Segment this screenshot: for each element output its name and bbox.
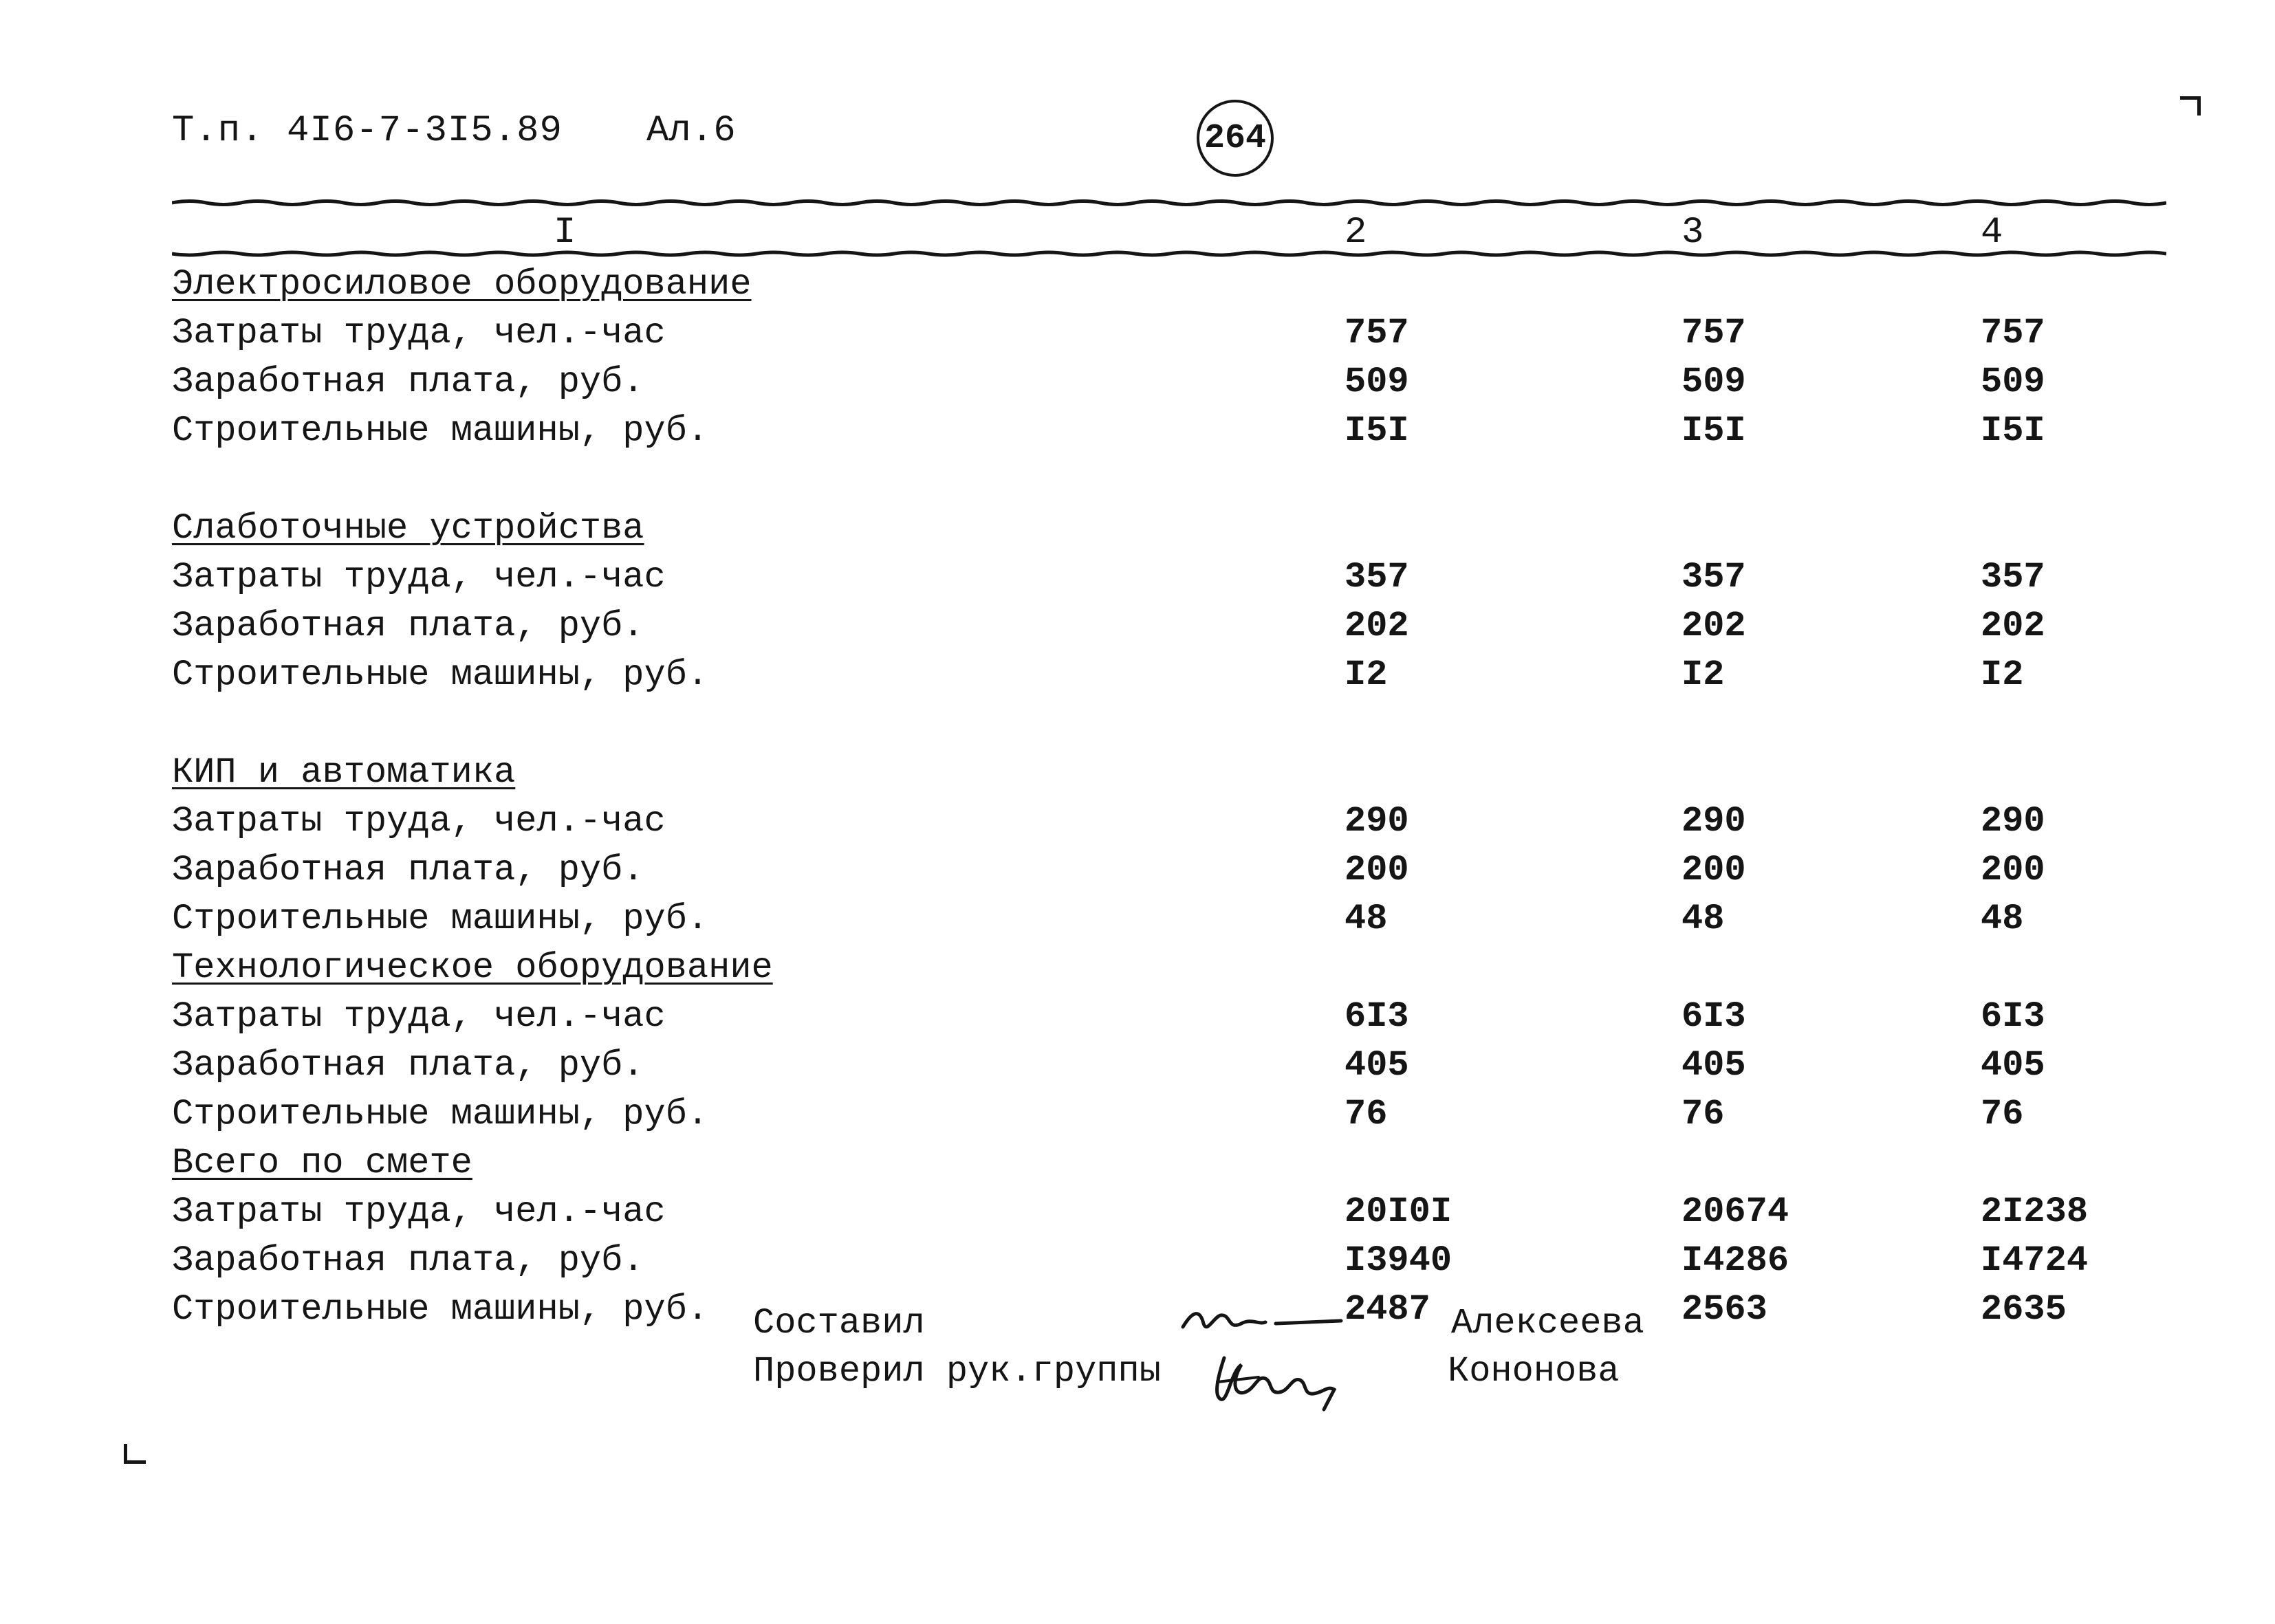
section-row (172, 260, 2187, 309)
value-col-2: 2487 (1345, 1289, 1430, 1330)
value-col-3: 20674 (1681, 1192, 1789, 1232)
section-title: Всего по смете (172, 1143, 472, 1183)
value-col-3: 200 (1681, 850, 1746, 890)
sheet-number: Ал.6 (646, 110, 736, 152)
value-col-4: 290 (1981, 801, 2045, 842)
compiled-by-label: Составил (753, 1303, 925, 1343)
section-row (172, 504, 2187, 553)
table-row (172, 895, 2187, 943)
value-col-4: 48 (1981, 899, 2024, 939)
value-col-3: 76 (1681, 1094, 1725, 1134)
row-label: Заработная плата, руб. (172, 1240, 644, 1281)
value-col-2: I5I (1345, 410, 1409, 451)
cost-table (172, 260, 2187, 1334)
table-top-rule (172, 198, 2166, 208)
value-col-4: 357 (1981, 557, 2045, 597)
section-title: КИП и автоматика (172, 752, 516, 793)
page-number: 264 (1204, 118, 1266, 158)
table-row (172, 797, 2187, 846)
section-title: Технологическое оборудование (172, 947, 773, 988)
table-row (172, 992, 2187, 1041)
section-row (172, 1139, 2187, 1187)
value-col-2: 20I0I (1345, 1192, 1452, 1232)
value-col-3: 202 (1681, 606, 1746, 646)
value-col-3: 509 (1681, 362, 1746, 402)
table-row (172, 553, 2187, 602)
value-col-3: 48 (1681, 899, 1725, 939)
row-label: Строительные машины, руб. (172, 655, 709, 695)
table-row (172, 1236, 2187, 1285)
row-label: Заработная плата, руб. (172, 606, 644, 646)
value-col-2: I2 (1345, 655, 1388, 695)
signature-checked-mark (1204, 1344, 1355, 1427)
value-col-2: 202 (1345, 606, 1409, 646)
value-col-4: 2I238 (1981, 1192, 2089, 1232)
table-row (172, 309, 2187, 358)
value-col-2: 757 (1345, 313, 1409, 353)
column-header-4: 4 (1981, 212, 2003, 254)
value-col-4: 405 (1981, 1045, 2045, 1086)
value-col-3: I2 (1681, 655, 1725, 695)
row-label: Затраты труда, чел.-час (172, 313, 666, 353)
row-label: Затраты труда, чел.-час (172, 557, 666, 597)
value-col-2: 290 (1345, 801, 1409, 842)
value-col-4: 509 (1981, 362, 2045, 402)
value-col-2: I3940 (1345, 1240, 1452, 1281)
row-label: Строительные машины, руб. (172, 410, 709, 451)
row-label: Строительные машины, руб. (172, 1289, 709, 1330)
value-col-2: 200 (1345, 850, 1409, 890)
value-col-2: 76 (1345, 1094, 1388, 1134)
value-col-4: 757 (1981, 313, 2045, 353)
table-row (172, 1041, 2187, 1090)
table-row (172, 1090, 2187, 1139)
section-row (172, 748, 2187, 797)
value-col-2: 405 (1345, 1045, 1409, 1086)
value-col-2: 509 (1345, 362, 1409, 402)
section-title: Электросиловое оборудование (172, 264, 752, 305)
row-label: Строительные машины, руб. (172, 899, 709, 939)
value-col-2: 6I3 (1345, 996, 1409, 1037)
table-row (172, 1187, 2187, 1236)
value-col-3: 357 (1681, 557, 1746, 597)
row-label: Затраты труда, чел.-час (172, 996, 666, 1037)
column-header-1: I (554, 212, 576, 254)
row-label: Заработная плата, руб. (172, 362, 644, 402)
corner-mark-bottom-left-horizontal (124, 1460, 146, 1464)
value-col-3: I4286 (1681, 1240, 1789, 1281)
value-col-4: 2635 (1981, 1289, 2067, 1330)
value-col-4: 6I3 (1981, 996, 2045, 1037)
row-label: Затраты труда, чел.-час (172, 801, 666, 842)
row-label: Заработная плата, руб. (172, 850, 644, 890)
table-row (172, 602, 2187, 650)
row-label: Затраты труда, чел.-час (172, 1192, 666, 1232)
table-row (172, 406, 2187, 455)
section-gap (172, 455, 2187, 504)
checked-by-name: Кононова (1448, 1351, 1620, 1392)
checked-by-label: Проверил рук.группы (753, 1351, 1161, 1392)
value-col-3: 290 (1681, 801, 1746, 842)
row-label: Заработная плата, руб. (172, 1045, 644, 1086)
page-number-circle (1197, 100, 1274, 177)
section-title: Слаботочные устройства (172, 508, 644, 549)
value-col-4: 76 (1981, 1094, 2024, 1134)
signature-compiled-mark (1176, 1296, 1355, 1344)
row-label: Строительные машины, руб. (172, 1094, 709, 1134)
section-gap (172, 699, 2187, 748)
value-col-3: 6I3 (1681, 996, 1746, 1037)
table-row (172, 358, 2187, 406)
section-row (172, 943, 2187, 992)
corner-mark-top-right-vertical (2197, 96, 2201, 116)
value-col-3: 2563 (1681, 1289, 1767, 1330)
column-header-2: 2 (1345, 212, 1367, 254)
column-header-3: 3 (1681, 212, 1704, 254)
value-col-3: 757 (1681, 313, 1746, 353)
value-col-4: 200 (1981, 850, 2045, 890)
value-col-3: 405 (1681, 1045, 1746, 1086)
table-row (172, 846, 2187, 895)
value-col-3: I5I (1681, 410, 1746, 451)
compiled-by-name: Алексеева (1451, 1303, 1644, 1343)
value-col-4: 202 (1981, 606, 2045, 646)
document-code: Т.п. 4I6-7-3I5.89 (172, 110, 563, 152)
value-col-2: 48 (1345, 899, 1388, 939)
value-col-4: I2 (1981, 655, 2024, 695)
value-col-4: I4724 (1981, 1240, 2089, 1281)
table-header-bottom-rule (172, 249, 2166, 259)
value-col-2: 357 (1345, 557, 1409, 597)
table-row (172, 650, 2187, 699)
value-col-4: I5I (1981, 410, 2045, 451)
